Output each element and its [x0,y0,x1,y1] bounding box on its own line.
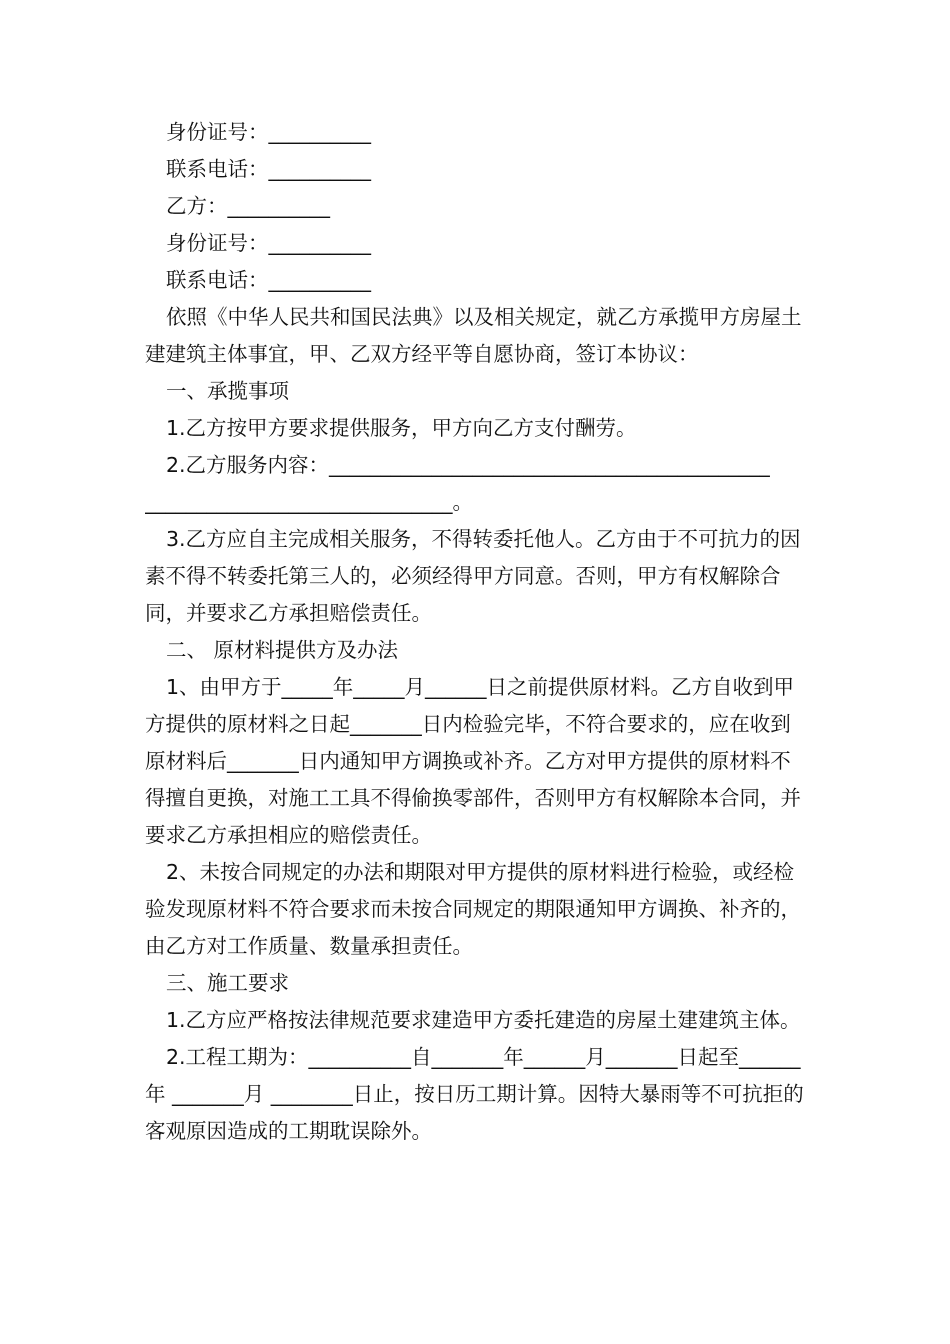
section3-item1: 1.乙方应严格按法律规范要求建造甲方委托建造的房屋土建建筑主体。 [166,1008,801,1032]
section2-heading: 二、 原材料提供方及办法 [166,638,399,662]
party-a-id-number: 身份证号：__________ [166,120,371,144]
section2-item1: 1、由甲方于_____年_____月______日之前提供原材料。乙方自收到甲方提供的原材料之日起_______日内检验完毕，不符合要求的，应在收到原材料后_______日内通知甲方调换或补齐。乙方对甲方提供的原材料不得擅自更换，对施工工具不得偷换零部件，否则甲方有权解除本合同，并要求乙方承担相应的赔偿责任。 [145,675,801,847]
section3-heading: 三、施工要求 [166,971,289,995]
party-b-id-number: 身份证号：__________ [166,231,371,255]
intro-paragraph: 依照《中华人民共和国民法典》以及相关规定，就乙方承揽甲方房屋土建建筑主体事宜，甲、乙双方经平等自愿协商，签订本协议： [145,305,802,366]
section3-item2: 2.工程工期为：__________自_______年______月_______日起至______年 _______月 ________日止，按日历工期计算。因特大暴雨等不可抗拒的客观原因造成的工期耽误除外。 [145,1045,804,1143]
section1-heading: 一、承揽事项 [166,379,289,403]
contract-page [145,114,809,1150]
party-a-phone: 联系电话：__________ [166,157,371,181]
section1-item2-line1: 2.乙方服务内容：___________________________________________ [166,453,770,477]
section1-item2-line2: ______________________________。 [145,490,473,514]
section2-item2: 2、未按合同规定的办法和期限对甲方提供的原材料进行检验，或经检验发现原材料不符合要求而未按合同规定的期限通知甲方调换、补齐的，由乙方对工作质量、数量承担责任。 [145,860,801,958]
party-b-phone: 联系电话：__________ [166,268,371,292]
section1-item3: 3.乙方应自主完成相关服务，不得转委托他人。乙方由于不可抗力的因素不得不转委托第三人的，必须经得甲方同意。否则，甲方有权解除合同，并要求乙方承担赔偿责任。 [145,527,801,625]
party-b-name: 乙方：__________ [166,194,330,218]
section1-item1: 1.乙方按甲方要求提供服务，甲方向乙方支付酬劳。 [166,416,637,440]
